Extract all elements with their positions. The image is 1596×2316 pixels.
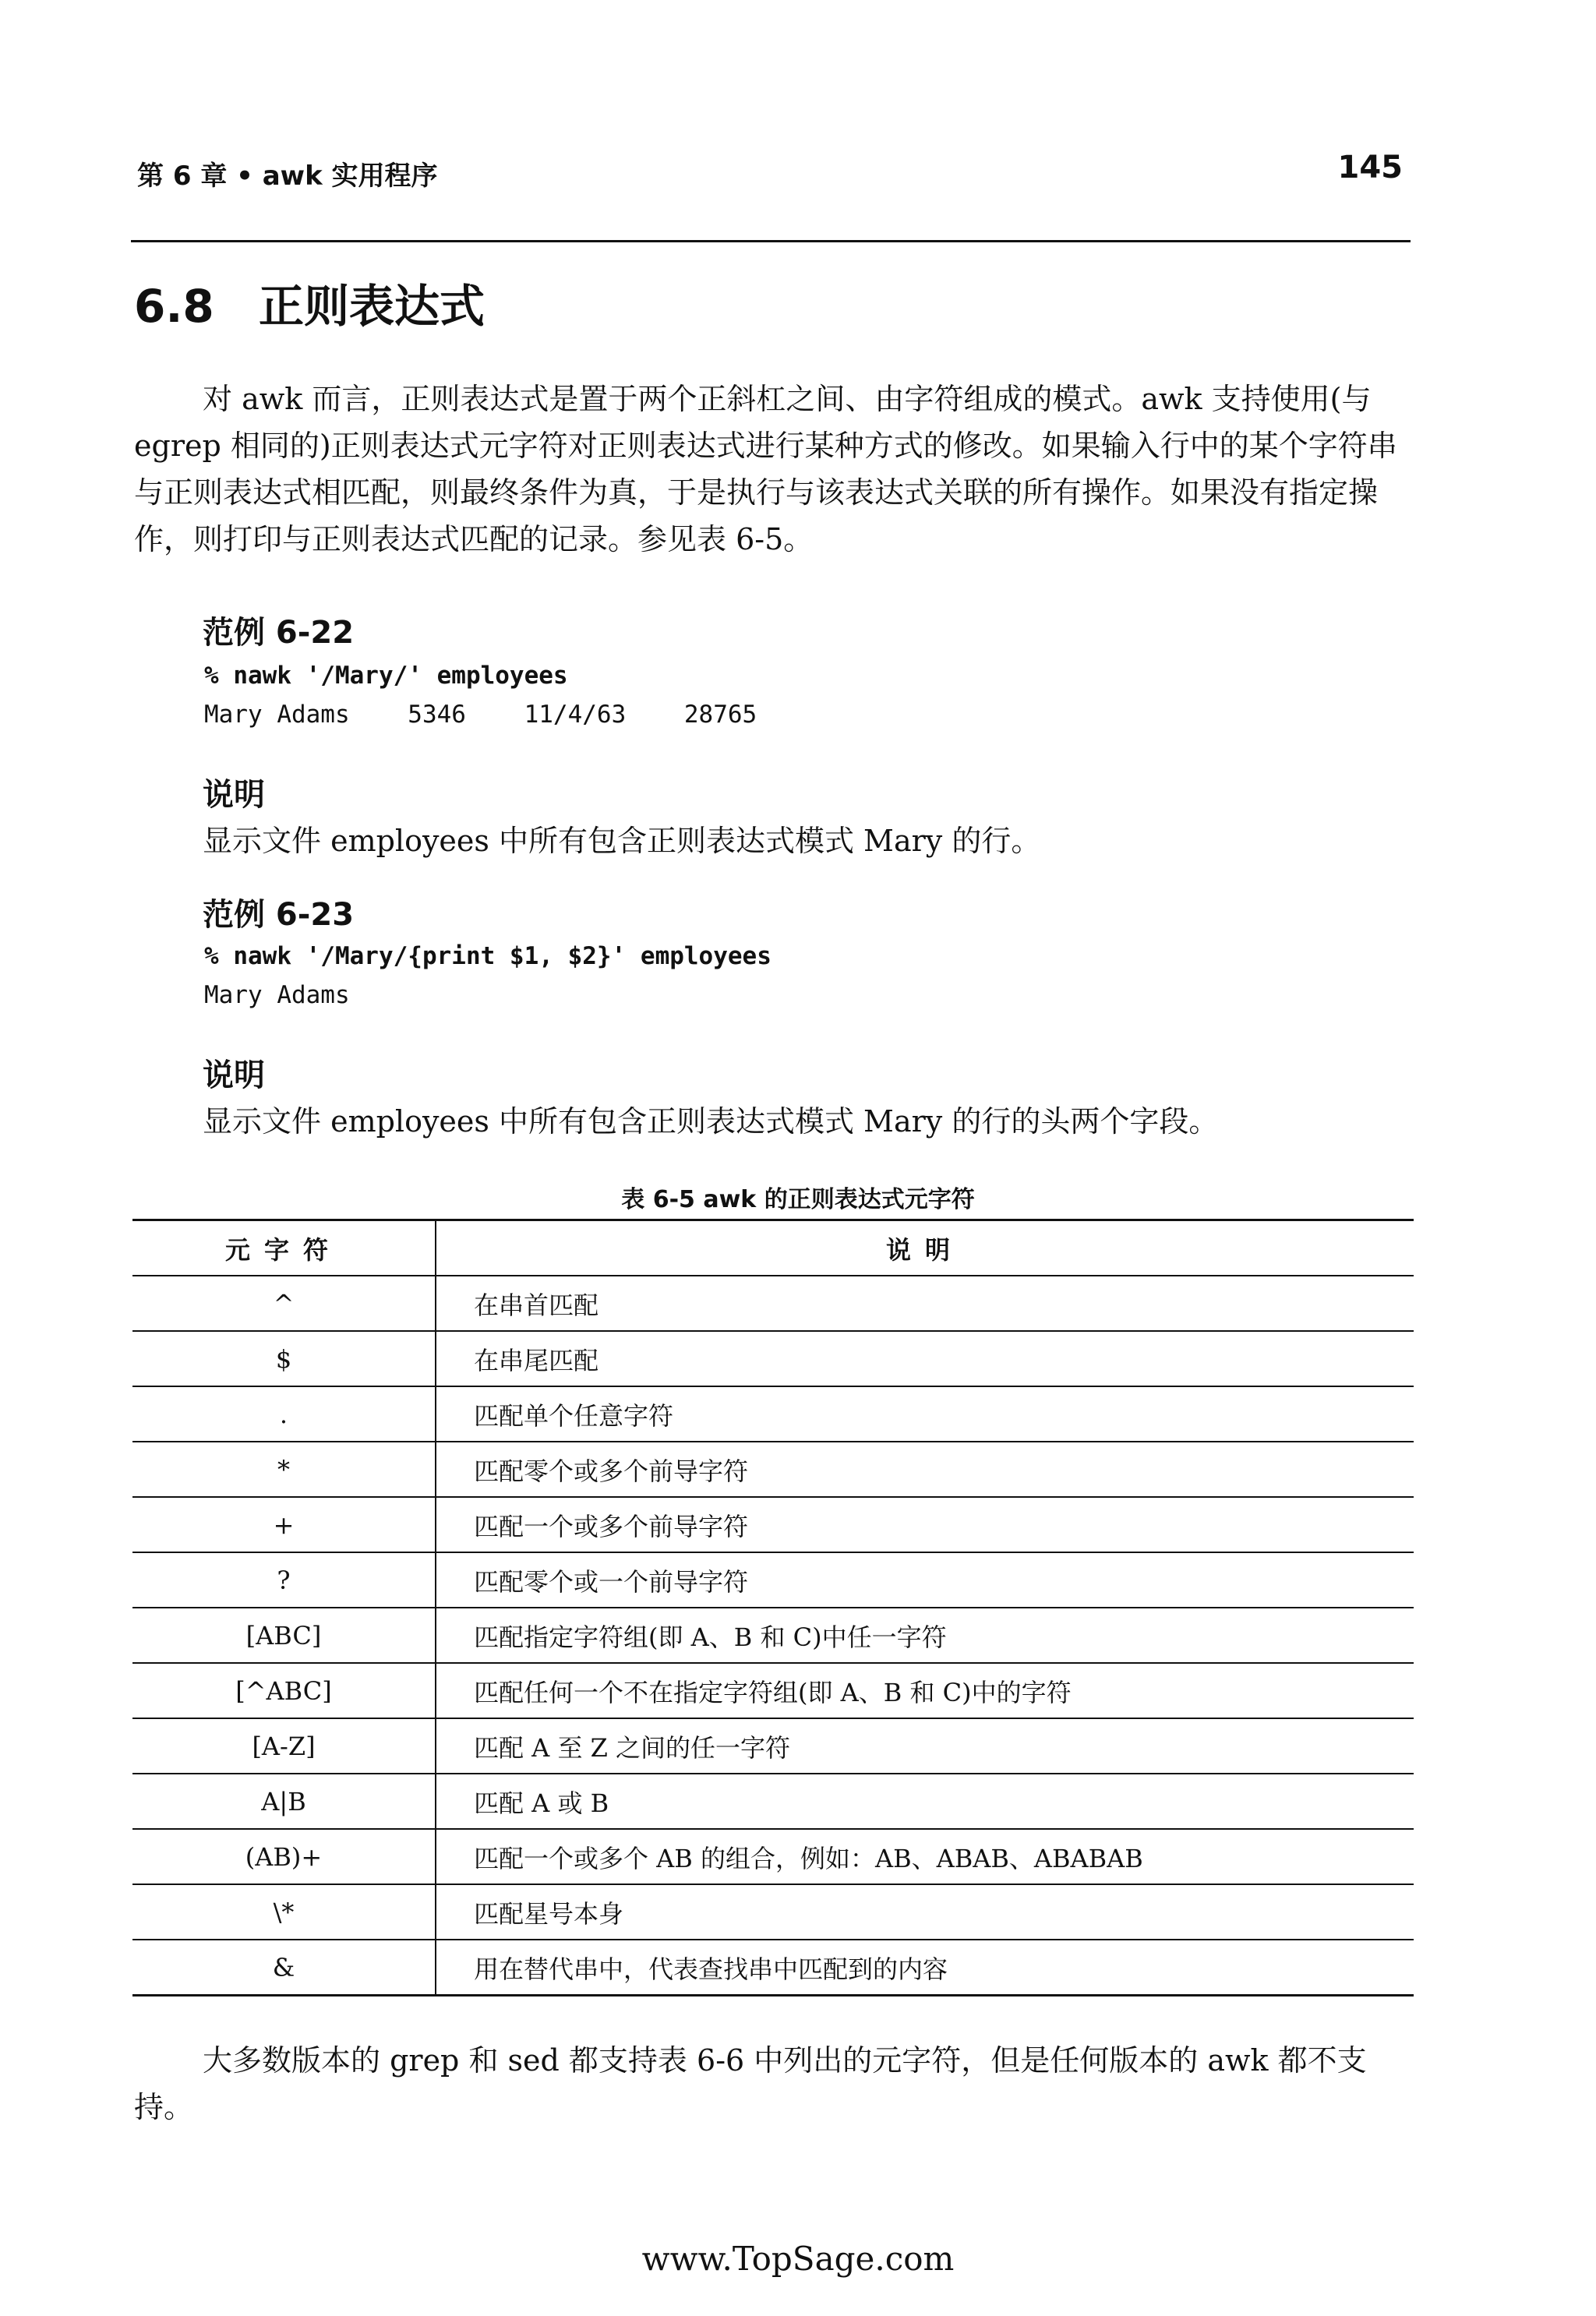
description-cell: 匹配单个任意字符 xyxy=(436,1386,1414,1442)
metacharacter-cell: [ABC] xyxy=(132,1608,436,1663)
example-title: 范例 6-22 xyxy=(203,615,355,651)
note-heading: 说明 xyxy=(203,1057,265,1093)
intro-paragraph: 对 awk 而言，正则表达式是置于两个正斜杠之间、由字符组成的模式。awk 支持使用(与 egrep 相同的)正则表达式元字符对正则表达式进行某种方式的修改。如果输入行中的某个字符串与正则表达式相匹配，则最终条件为真，于是执行与该表达式关联的所有操作。如果没有指定操作，则打印与正则表达式匹配的记录。参见表 6-5。 xyxy=(134,382,1397,556)
table-row xyxy=(132,1331,1414,1386)
note-heading: 说明 xyxy=(203,777,265,813)
metacharacter-cell: ^ xyxy=(132,1276,436,1331)
table-row xyxy=(132,1940,1414,1996)
metacharacter-cell: . xyxy=(132,1386,436,1442)
closing-paragraph: 大多数版本的 grep 和 sed 都支持表 6-6 中列出的元字符，但是任何版本的 awk 都不支持。 xyxy=(134,2043,1367,2124)
table-header-row xyxy=(132,1220,1414,1276)
description-cell: 匹配一个或多个 AB 的组合，例如：AB、ABAB、ABABAB xyxy=(436,1829,1414,1884)
table-row xyxy=(132,1386,1414,1442)
section-number: 6.8 xyxy=(134,280,214,333)
table-row xyxy=(132,1774,1414,1829)
code-output: Mary Adams 5346 11/4/63 28765 xyxy=(204,701,757,729)
note-text: 显示文件 employees 中所有包含正则表达式模式 Mary 的行的头两个字段。 xyxy=(203,1104,1219,1139)
metacharacter-cell: (AB)+ xyxy=(132,1829,436,1884)
column-header: 元字符 xyxy=(132,1220,436,1276)
metacharacter-cell: [A-Z] xyxy=(132,1718,436,1774)
metacharacter-table xyxy=(132,1219,1414,1996)
description-cell: 匹配星号本身 xyxy=(436,1884,1414,1940)
description-cell: 匹配 A 或 B xyxy=(436,1774,1414,1829)
table-caption: 表 6-5 awk 的正则表达式元字符 xyxy=(621,1186,975,1213)
footer-url: www.TopSage.com xyxy=(641,2240,955,2278)
description-cell: 匹配零个或多个前导字符 xyxy=(436,1442,1414,1497)
table-row xyxy=(132,1552,1414,1608)
code-block xyxy=(204,937,772,1015)
column-header: 说明 xyxy=(436,1220,1414,1276)
metacharacter-cell: * xyxy=(132,1442,436,1497)
metacharacter-cell: \* xyxy=(132,1884,436,1940)
metacharacter-cell: A|B xyxy=(132,1774,436,1829)
description-cell: 在串尾匹配 xyxy=(436,1331,1414,1386)
table-row xyxy=(132,1608,1414,1663)
example-title: 范例 6-23 xyxy=(203,897,355,933)
page-number: 145 xyxy=(1337,150,1403,185)
metacharacter-cell: + xyxy=(132,1497,436,1552)
table-row xyxy=(132,1663,1414,1718)
table-row xyxy=(132,1497,1414,1552)
description-cell: 匹配一个或多个前导字符 xyxy=(436,1497,1414,1552)
description-cell: 匹配零个或一个前导字符 xyxy=(436,1552,1414,1608)
table-row xyxy=(132,1829,1414,1884)
description-cell: 匹配指定字符组(即 A、B 和 C)中任一字符 xyxy=(436,1608,1414,1663)
description-cell: 在串首匹配 xyxy=(436,1276,1414,1331)
running-header: 第 6 章 • awk 实用程序 xyxy=(137,161,438,192)
description-cell: 用在替代串中，代表查找串中匹配到的内容 xyxy=(436,1940,1414,1996)
description-cell: 匹配 A 至 Z 之间的任一字符 xyxy=(436,1718,1414,1774)
metacharacter-cell: $ xyxy=(132,1331,436,1386)
metacharacter-cell: ? xyxy=(132,1552,436,1608)
code-command: % nawk '/Mary/{print $1, $2}' employees xyxy=(204,942,772,970)
code-command: % nawk '/Mary/' employees xyxy=(204,662,568,690)
section-heading: 正则表达式 xyxy=(259,280,486,333)
header-rule xyxy=(131,240,1411,242)
note-text: 显示文件 employees 中所有包含正则表达式模式 Mary 的行。 xyxy=(203,824,1041,858)
section-title xyxy=(134,270,485,335)
description-cell: 匹配任何一个不在指定字符组(即 A、B 和 C)中的字符 xyxy=(436,1663,1414,1718)
table-row xyxy=(132,1718,1414,1774)
metacharacter-cell: & xyxy=(132,1940,436,1996)
table-body xyxy=(132,1276,1414,1996)
code-block xyxy=(204,656,757,734)
code-output: Mary Adams xyxy=(204,981,350,1009)
metacharacter-cell: [^ABC] xyxy=(132,1663,436,1718)
table-row xyxy=(132,1276,1414,1331)
table-row xyxy=(132,1884,1414,1940)
table-row xyxy=(132,1442,1414,1497)
